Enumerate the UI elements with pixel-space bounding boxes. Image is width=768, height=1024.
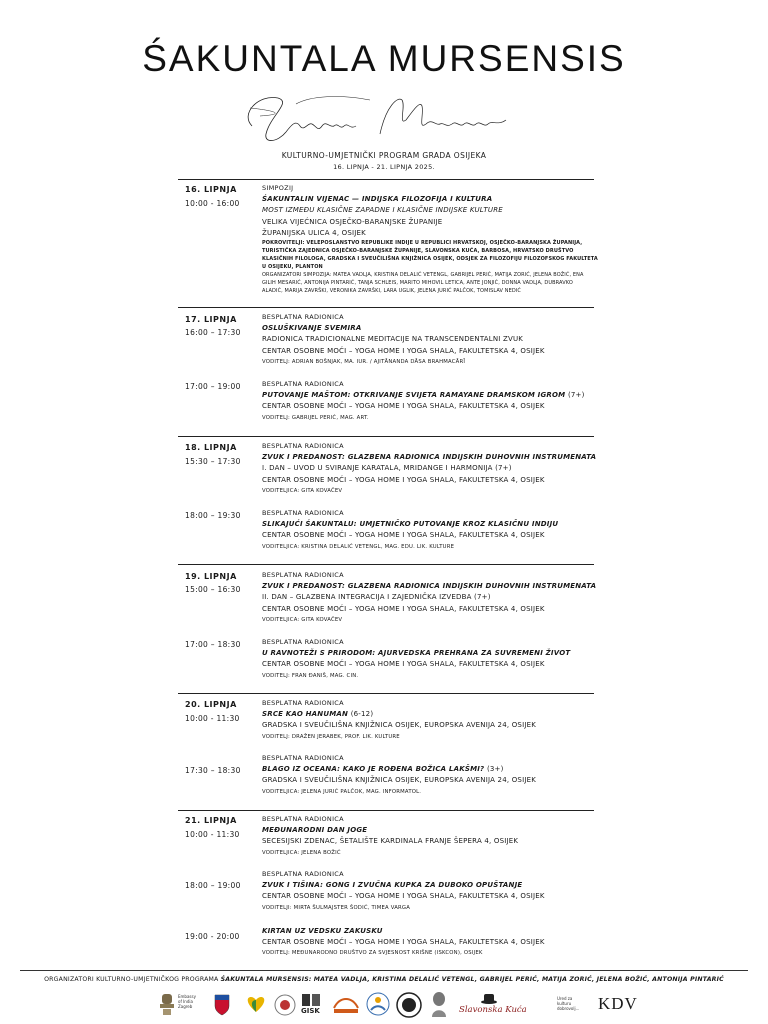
event-title: BLAGO IZ OCEANA: KAKO JE ROĐENA BOŽICA LAKŠMI?	[262, 765, 485, 774]
day-label: 20. LIPNJA	[185, 700, 237, 709]
event-title-row	[262, 764, 602, 775]
event-block	[262, 637, 602, 682]
event-time: 10:00 - 11:30	[185, 714, 240, 723]
event-type: BESPLATNA RADIONICA	[262, 815, 344, 823]
event-time: 10:00 - 16:00	[185, 199, 240, 208]
divider	[178, 564, 594, 565]
event-age: (3+)	[486, 765, 504, 774]
organizers-line: ALADIĆ, MARIJA ZAVRŠKI, VERONIKA ZAVRŠKI, LARA UGLIK, JELENA JURIĆ PALČOK, TOMISLAV NEDIĆ	[262, 288, 521, 295]
day-label: 16. LIPNJA	[185, 185, 237, 194]
event-type: BESPLATNA RADIONICA	[262, 870, 344, 878]
slavonska-kuca-hat-icon	[480, 992, 498, 1004]
embassy-logo-text: Embassy of India Zagreb	[178, 994, 196, 1009]
event-type: BESPLATNA RADIONICA	[262, 638, 344, 646]
event-block	[262, 508, 602, 553]
svg-text:GISK: GISK	[301, 1007, 320, 1014]
event-lead: VODITELJ: MEĐUNARODNO DRUŠTVO ZA SVJESNOST KRIŠNE (ISKCON), OSIJEK	[262, 950, 483, 957]
event-block	[262, 183, 602, 295]
kdv-logo: KDV	[598, 994, 638, 1013]
footer-names: MATEA VADLJA, KRISTINA DELALIĆ VETENGL, GABRIJEL PERIĆ, MATIJA ZORIĆ, JELENA BOŽIĆ, ANTONIJA PINTARIĆ	[313, 976, 724, 983]
event-age: (7+)	[567, 391, 585, 400]
event-time: 15:30 – 17:30	[185, 457, 241, 466]
event-venue: CENTAR OSOBNE MOĆI – YOGA HOME I YOGA SHALA, FAKULTETSKA 4, OSIJEK	[262, 938, 545, 947]
event-venue: GRADSKA I SVEUČILIŠNA KNJIŽNICA OSIJEK, EUROPSKA AVENIJA 24, OSIJEK	[262, 776, 537, 785]
event-title: U RAVNOTEŽI S PRIRODOM: AJURVEDSKA PREHRANA ZA SUVREMENI ŽIVOT	[262, 649, 571, 658]
event-block	[262, 570, 602, 626]
script-signature-logo	[230, 86, 530, 150]
event-type: BESPLATNA RADIONICA	[262, 571, 344, 579]
county-coat-of-arms-icon	[214, 994, 230, 1016]
event-type: BESPLATNA RADIONICA	[262, 699, 344, 707]
event-time: 18:00 – 19:00	[185, 881, 241, 890]
event-block	[262, 312, 602, 368]
divider	[178, 436, 594, 437]
divider	[178, 307, 594, 308]
event-time: 17:00 – 19:00	[185, 382, 241, 391]
day-label: 21. LIPNJA	[185, 816, 237, 825]
event-title: ZVUK I PREDANOST: GLAZBENA RADIONICA INDIJSKIH DUHOVNIH INSTRUMENATA	[262, 453, 597, 462]
event-lead: VODITELJICA: JELENA BOŽIĆ	[262, 849, 341, 856]
event-type: BESPLATNA RADIONICA	[262, 442, 344, 450]
event-venue: CENTAR OSOBNE MOĆI – YOGA HOME I YOGA SHALA, FAKULTETSKA 4, OSIJEK	[262, 475, 545, 484]
event-block	[262, 814, 602, 859]
event-title: ŚAKUNTALIN VIJENAC — INDIJSKA FILOZOFIJA I KULTURA	[262, 195, 493, 204]
divider	[178, 179, 594, 180]
sponsors-line: POKROVITELJI: VELEPOSLANSTVO REPUBLIKE INDIJE U REPUBLICI HRVATSKOJ, OSJEČKO-BARANJSKA ŽUPANIJA,	[262, 240, 583, 247]
event-title: MEĐUNARODNI DAN JOGE	[262, 826, 368, 835]
sponsors-line: KLASIČNIH FILOLOGA, GRADSKA I SVEUČILIŠNA KNJIŽNICA OSIJEK, ODSJEK ZA FILOZOFIJU FILOZOFSKOG FAKULTETA	[262, 256, 598, 263]
event-title: SLIKAJUĆI ŚAKUNTALU: UMJETNIČKO PUTOVANJE KROZ KLASIČNU INDIJU	[262, 520, 559, 529]
organizers-line: ORGANIZATORI SIMPOZIJA: MATEA VADLJA, KRISTINA DELALIĆ VETENGL, GABRIJEL PERIĆ, MATIJA ZORIĆ, JELENA BOŽIĆ, ENA	[262, 272, 584, 279]
event-venue: CENTAR OSOBNE MOĆI – YOGA HOME I YOGA SHALA, FAKULTETSKA 4, OSIJEK	[262, 892, 545, 901]
event-description: II. DAN – GLAZBENA INTEGRACIJA I ZAJEDNIČKA IZVEDBA (7+)	[262, 593, 491, 602]
event-block	[262, 869, 602, 914]
event-time: 19:00 - 20:00	[185, 932, 240, 941]
day-label: 18. LIPNJA	[185, 443, 237, 452]
organizers-footer	[0, 976, 768, 983]
philology-society-seal-icon	[396, 992, 422, 1018]
program-dates: 16. LIPNJA - 21. LIPNJA 2025.	[333, 163, 435, 171]
event-lead: VODITELJICA: JELENA JURIĆ PALČOK, MAG. INFORMATOL.	[262, 788, 422, 795]
event-type: SIMPOZIJ	[262, 184, 294, 192]
event-type: BESPLATNA RADIONICA	[262, 754, 344, 762]
event-lead: VODITELJ: ADRIAN BOŠNJAK, MA. IUR. / AJITĀNANDA DĀSA BRAHMACĀRĪ	[262, 358, 466, 365]
event-title: OSLUŠKIVANJE SVEMIRA	[262, 324, 362, 333]
event-time: 18:00 – 19:30	[185, 511, 241, 520]
footer-divider	[20, 970, 748, 971]
event-block	[262, 926, 602, 960]
event-time: 10:00 - 11:30	[185, 830, 240, 839]
event-lead: VODITELJ: FRAN ĐANIŠ, MAG. CIN.	[262, 672, 359, 679]
event-title-row	[262, 709, 602, 720]
event-venue: SECESIJSKI ZDENAC, ŠETALIŠTE KARDINALA FRANJE ŠEPERA 4, OSIJEK	[262, 837, 519, 846]
kdv-note: Ured za kulturu dobrovolj...	[557, 996, 580, 1011]
tourism-heart-logo-icon	[244, 994, 268, 1014]
event-venue: CENTAR OSOBNE MOĆI – YOGA HOME I YOGA SHALA, FAKULTETSKA 4, OSIJEK	[262, 531, 545, 540]
event-block	[262, 698, 602, 743]
iskcon-logo-icon	[330, 994, 362, 1016]
event-time: 17:30 – 18:30	[185, 766, 241, 775]
event-title-row	[262, 390, 602, 401]
event-venue: CENTAR OSOBNE MOĆI – YOGA HOME I YOGA SHALA, FAKULTETSKA 4, OSIJEK	[262, 346, 545, 355]
event-lead: VODITELJICA: GITA KOVAČEV	[262, 616, 343, 623]
gisk-library-logo-icon	[300, 992, 328, 1014]
partner-round-logo-icon	[274, 994, 296, 1016]
event-venue: GRADSKA I SVEUČILIŠNA KNJIŽNICA OSIJEK, EUROPSKA AVENIJA 24, OSIJEK	[262, 721, 537, 730]
event-time: 17:00 – 18:30	[185, 640, 241, 649]
event-block	[262, 441, 602, 497]
event-lead: VODITELJI: MIRTA ŠULMAJSTER ŠODIĆ, TIMEA VARGA	[262, 904, 411, 911]
classical-bust-icon	[429, 990, 449, 1018]
sponsors-line: TURISTIČKA ZAJEDNICA OSJEČKO-BARANJSKE ŽUPANIJE, SLAVONSKA KUĆA, BARBOSA, HRVATSKO DRUŠTVO	[262, 248, 574, 255]
event-title: KIRTAN UZ VEDSKU ZAKUSKU	[262, 927, 383, 935]
day-label: 19. LIPNJA	[185, 572, 237, 581]
footer-program: ŚAKUNTALA MURSENSIS:	[220, 976, 312, 983]
program-subtitle: KULTURNO-UMJETNIČKI PROGRAM GRADA OSIJEKA	[281, 151, 487, 160]
event-lead: VODITELJICA: KRISTINA DELALIĆ VETENGL, MAG. EDU. LIK. KULTURE	[262, 543, 455, 550]
event-block	[262, 379, 602, 424]
event-subtitle: MOST IZMEĐU KLASIČNE ZAPADNE I KLASIČNE INDIJSKE KULTURE	[262, 206, 503, 215]
event-title: ZVUK I PREDANOST: GLAZBENA RADIONICA INDIJSKIH DUHOVNIH INSTRUMENATA	[262, 582, 597, 591]
event-age: (6-12)	[350, 710, 374, 719]
event-venue: CENTAR OSOBNE MOĆI – YOGA HOME I YOGA SHALA, FAKULTETSKA 4, OSIJEK	[262, 604, 545, 613]
footer-prefix: ORGANIZATORI KULTURNO-UMJETNIČKOG PROGRAMA	[44, 976, 219, 983]
event-lead: VODITELJ: DRAŽEN JERABEK, PROF. LIK. KULTURE	[262, 733, 400, 740]
event-block	[262, 753, 602, 798]
event-type: BESPLATNA RADIONICA	[262, 313, 344, 321]
event-description: I. DAN – UVOD U SVIRANJE KARATALA, MRIDANGE I HARMONIJA (7+)	[262, 464, 512, 473]
organizers-line: GILIH MESARIĆ, ANTONIJA PINTARIĆ, TANJA SCHLEIS, MARITO MIHOVIL LETICA, ANTE JONJIĆ, DONNA VADLJA, DUBRAVKO	[262, 280, 573, 287]
india-emblem-icon	[157, 992, 177, 1020]
event-time: 16:00 – 17:30	[185, 328, 241, 337]
divider	[178, 693, 594, 694]
event-type: BESPLATNA RADIONICA	[262, 380, 344, 388]
divider	[178, 810, 594, 811]
event-venue: VELIKA VIJEĆNICA OSJEČKO-BARANJSKE ŽUPANIJE	[262, 217, 443, 226]
event-venue: CENTAR OSOBNE MOĆI – YOGA HOME I YOGA SHALA, FAKULTETSKA 4, OSIJEK	[262, 660, 545, 669]
event-lead: VODITELJICA: GITA KOVAČEV	[262, 487, 343, 494]
day-label: 17. LIPNJA	[185, 315, 237, 324]
event-address: ŽUPANIJSKA ULICA 4, OSIJEK	[262, 228, 366, 237]
event-venue: CENTAR OSOBNE MOĆI – YOGA HOME I YOGA SHALA, FAKULTETSKA 4, OSIJEK	[262, 402, 545, 411]
event-lead: VODITELJ: GABRIJEL PERIĆ, MAG. ART.	[262, 414, 369, 421]
event-title: ZVUK I TIŠINA: GONG I ZVUČNA KUPKA ZA DUBOKO OPUŠTANJE	[262, 881, 523, 890]
sponsors-line: U OSIJEKU, PLANTON	[262, 264, 323, 271]
event-description: RADIONICA TRADICIONALNE MEDITACIJE NA TRANSCENDENTALNI ZVUK	[262, 335, 524, 344]
event-title: PUTOVANJE MAŠTOM: OTKRIVANJE SVIJETA RAMAYANE DRAMSKOM IGROM	[262, 391, 566, 400]
page-title: ŚAKUNTALA MURSENSIS	[142, 38, 626, 79]
yoga-center-logo-icon	[366, 992, 390, 1016]
event-title: SRCE KAO HANUMAN	[262, 710, 349, 719]
event-type: BESPLATNA RADIONICA	[262, 509, 344, 517]
slavonska-kuca-logo: Slavonska Kuća	[459, 1005, 527, 1015]
event-time: 15:00 – 16:30	[185, 585, 241, 594]
